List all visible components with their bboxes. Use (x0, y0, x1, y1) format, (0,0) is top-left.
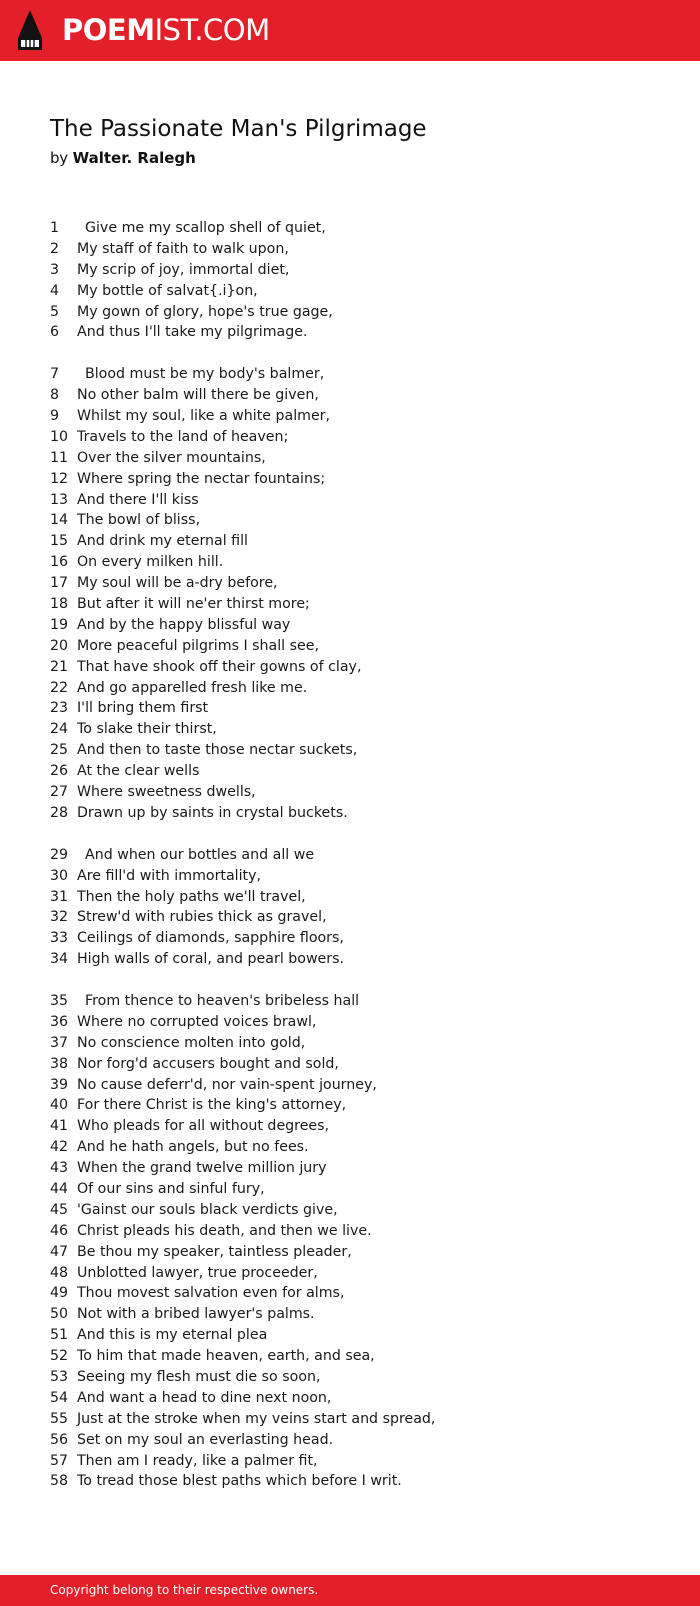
line-number: 21 (50, 658, 69, 675)
poem-line (50, 1325, 670, 1346)
line-text: And there I'll kiss (77, 491, 199, 508)
line-number: 20 (50, 637, 69, 654)
pencil-icon[interactable] (18, 10, 42, 50)
line-number: 57 (50, 1452, 69, 1469)
line-number: 29 (50, 846, 69, 863)
line-text: Where spring the nectar fountains; (77, 470, 326, 487)
line-number: 6 (50, 324, 60, 341)
line-text: I'll bring them first (77, 700, 209, 717)
line-text: Strew'd with rubies thick as gravel, (77, 909, 327, 926)
poem-line (50, 1075, 670, 1096)
stanza-break (50, 343, 670, 364)
line-text: Ceilings of diamonds, sapphire floors, (77, 930, 344, 947)
line-text: And go apparelled fresh like me. (77, 679, 308, 696)
poem-line (50, 615, 670, 636)
poem-line (50, 594, 670, 615)
line-number: 56 (50, 1431, 69, 1448)
line-number: 32 (50, 909, 69, 926)
poem-line (50, 1137, 670, 1158)
poem-line (50, 385, 670, 406)
line-number: 50 (50, 1306, 69, 1323)
poem-line (50, 490, 670, 511)
poem-line (50, 1033, 670, 1054)
site-logo[interactable] (62, 13, 270, 47)
poem-body (50, 218, 670, 1492)
poem-line (50, 907, 670, 928)
line-text: Christ pleads his death, and then we live. (77, 1222, 372, 1239)
line-text: No conscience molten into gold, (77, 1034, 306, 1051)
line-number: 38 (50, 1055, 69, 1072)
byline (50, 149, 196, 167)
poem-line (50, 928, 670, 949)
line-number: 46 (50, 1222, 69, 1239)
poem-line (50, 510, 670, 531)
line-text: That have shook off their gowns of clay, (77, 658, 362, 675)
poem-line (50, 1388, 670, 1409)
line-number: 49 (50, 1285, 69, 1302)
line-text: And want a head to dine next noon, (77, 1389, 332, 1406)
line-text: Over the silver mountains, (77, 449, 266, 466)
line-number: 12 (50, 470, 69, 487)
line-text: And when our bottles and all we (85, 846, 315, 863)
line-number: 39 (50, 1076, 69, 1093)
line-text: But after it will ne'er thirst more; (77, 596, 310, 613)
line-number: 27 (50, 784, 69, 801)
line-number: 22 (50, 679, 69, 696)
poem-line (50, 1054, 670, 1075)
poem-line (50, 991, 670, 1012)
line-number: 35 (50, 992, 69, 1009)
poem-line (50, 281, 670, 302)
line-text: Give me my scallop shell of quiet, (85, 220, 326, 236)
poem-line (50, 1304, 670, 1325)
line-text: Set on my soul an everlasting head. (77, 1431, 334, 1448)
poem-line (50, 761, 670, 782)
line-number: 53 (50, 1368, 69, 1385)
line-number: 54 (50, 1389, 69, 1406)
poem-line (50, 302, 670, 323)
line-text: And drink my eternal fill (77, 533, 248, 550)
poem-line (50, 1409, 670, 1430)
poem-line (50, 1346, 670, 1367)
line-number: 7 (50, 366, 60, 383)
poem-line (50, 678, 670, 699)
line-text: To slake their thirst, (77, 721, 217, 738)
line-text: 'Gainst our souls black verdicts give, (77, 1201, 338, 1218)
line-number: 40 (50, 1097, 69, 1114)
line-number: 8 (50, 387, 60, 404)
line-number: 3 (50, 261, 60, 278)
line-text: Then the holy paths we'll travel, (77, 888, 306, 905)
brand-bold: POEM (62, 13, 155, 47)
poem-line (50, 1221, 670, 1242)
line-text: To tread those blest paths which before I writ. (77, 1473, 402, 1490)
line-text: For there Christ is the king's attorney, (77, 1097, 347, 1114)
poem-line (50, 427, 670, 448)
poem-line (50, 1430, 670, 1451)
line-number: 25 (50, 742, 69, 759)
line-number: 15 (50, 533, 69, 550)
line-text: My scrip of joy, immortal diet, (77, 261, 290, 278)
line-text: The bowl of bliss, (77, 512, 201, 529)
poem-line (50, 448, 670, 469)
line-text: And this is my eternal plea (77, 1327, 268, 1344)
line-number: 45 (50, 1201, 69, 1218)
poem-line (50, 1283, 670, 1304)
copyright-text: Copyright belong to their respective owners. (50, 1583, 319, 1597)
line-number: 24 (50, 721, 69, 738)
line-number: 47 (50, 1243, 69, 1260)
line-text: And he hath angels, but no fees. (77, 1139, 309, 1156)
line-text: Nor forg'd accusers bought and sold, (77, 1055, 339, 1072)
line-number: 11 (50, 449, 69, 466)
line-number: 41 (50, 1118, 69, 1135)
poem-line (50, 406, 670, 427)
by-label: by (50, 149, 68, 167)
line-number: 58 (50, 1473, 69, 1490)
poem-line (50, 719, 670, 740)
line-number: 2 (50, 240, 60, 257)
poem-line (50, 1095, 670, 1116)
line-text: Whilst my soul, like a white palmer, (77, 408, 331, 425)
line-number: 51 (50, 1327, 69, 1344)
line-number: 14 (50, 512, 69, 529)
poem-line (50, 260, 670, 281)
line-text: Travels to the land of heaven; (77, 428, 289, 445)
line-text: From thence to heaven's bribeless hall (85, 992, 360, 1009)
line-text: Thou movest salvation even for alms, (77, 1285, 345, 1302)
author-name: Walter. Ralegh (72, 149, 196, 167)
poem-line (50, 1158, 670, 1179)
line-text: To him that made heaven, earth, and sea, (77, 1348, 375, 1365)
poem-line (50, 782, 670, 803)
poem-line (50, 469, 670, 490)
poem-line (50, 803, 670, 824)
line-number: 52 (50, 1348, 69, 1365)
poem-line (50, 887, 670, 908)
line-number: 30 (50, 867, 69, 884)
line-number: 37 (50, 1034, 69, 1051)
stanza-break (50, 970, 670, 991)
line-number: 9 (50, 408, 60, 425)
brand-light: IST.COM (154, 13, 270, 47)
poem-line (50, 845, 670, 866)
line-text: Seeing my flesh must die so soon, (77, 1368, 321, 1385)
poem-line (50, 218, 670, 239)
poem-line (50, 698, 670, 719)
line-number: 23 (50, 700, 69, 717)
line-text: Blood must be my body's balmer, (85, 366, 325, 383)
line-number: 48 (50, 1264, 69, 1281)
line-number: 43 (50, 1160, 69, 1177)
line-text: High walls of coral, and pearl bowers. (77, 951, 345, 968)
poem-line (50, 636, 670, 657)
line-number: 34 (50, 951, 69, 968)
line-text: Then am I ready, like a palmer fit, (77, 1452, 318, 1469)
line-text: Be thou my speaker, taintless pleader, (77, 1243, 352, 1260)
poem-line (50, 657, 670, 678)
line-number: 1 (50, 220, 60, 236)
line-text: My soul will be a-dry before, (77, 575, 278, 592)
poem-line (50, 573, 670, 594)
line-text: Not with a bribed lawyer's palms. (77, 1306, 315, 1323)
line-text: And by the happy blissful way (77, 616, 291, 633)
line-text: My bottle of salvat{.i}on, (77, 282, 258, 299)
poem-line (50, 364, 670, 385)
line-number: 13 (50, 491, 69, 508)
line-text: Unblotted lawyer, true proceeder, (77, 1264, 318, 1281)
line-text: No other balm will there be given, (77, 387, 319, 404)
poem-line (50, 552, 670, 573)
site-footer (0, 1575, 700, 1606)
line-text: And then to taste those nectar suckets, (77, 742, 358, 759)
poem-line (50, 322, 670, 343)
poem-line (50, 1451, 670, 1472)
poem-line (50, 1200, 670, 1221)
line-number: 4 (50, 282, 60, 299)
line-number: 18 (50, 596, 69, 613)
poem-title: The Passionate Man's Pilgrimage (50, 116, 427, 142)
line-text: My staff of faith to walk upon, (77, 240, 289, 257)
poem-line (50, 740, 670, 761)
line-text: Who pleads for all without degrees, (77, 1118, 330, 1135)
line-number: 44 (50, 1180, 69, 1197)
line-text: My gown of glory, hope's true gage, (77, 303, 333, 320)
poem-line (50, 1242, 670, 1263)
line-number: 36 (50, 1013, 69, 1030)
line-number: 5 (50, 303, 60, 320)
line-text: Just at the stroke when my veins start and spread, (77, 1410, 436, 1427)
line-text: Drawn up by saints in crystal buckets. (77, 804, 348, 821)
line-number: 19 (50, 616, 69, 633)
poem-line (50, 1179, 670, 1200)
line-text: Of our sins and sinful fury, (77, 1180, 265, 1197)
line-number: 31 (50, 888, 69, 905)
line-number: 26 (50, 763, 69, 780)
line-text: Are fill'd with immortality, (77, 867, 262, 884)
line-text: No cause deferr'd, nor vain-spent journey, (77, 1076, 377, 1093)
poem-line (50, 1263, 670, 1284)
poem-line (50, 949, 670, 970)
site-header (0, 0, 700, 61)
line-number: 33 (50, 930, 69, 947)
poem-line (50, 1012, 670, 1033)
line-number: 28 (50, 804, 69, 821)
line-number: 55 (50, 1410, 69, 1427)
line-text: On every milken hill. (77, 554, 224, 571)
poem-line (50, 866, 670, 887)
line-number: 10 (50, 428, 69, 445)
line-text: Where no corrupted voices brawl, (77, 1013, 317, 1030)
poem-line (50, 1367, 670, 1388)
line-text: And thus I'll take my pilgrimage. (77, 324, 308, 341)
line-number: 17 (50, 575, 69, 592)
stanza-break (50, 824, 670, 845)
line-text: At the clear wells (77, 763, 200, 780)
line-text: When the grand twelve million jury (77, 1160, 327, 1177)
poem-line (50, 239, 670, 260)
line-text: Where sweetness dwells, (77, 784, 256, 801)
line-number: 42 (50, 1139, 69, 1156)
line-number: 16 (50, 554, 69, 571)
line-text: More peaceful pilgrims I shall see, (77, 637, 319, 654)
poem-line (50, 531, 670, 552)
poem-line (50, 1116, 670, 1137)
poem-line (50, 1471, 670, 1492)
